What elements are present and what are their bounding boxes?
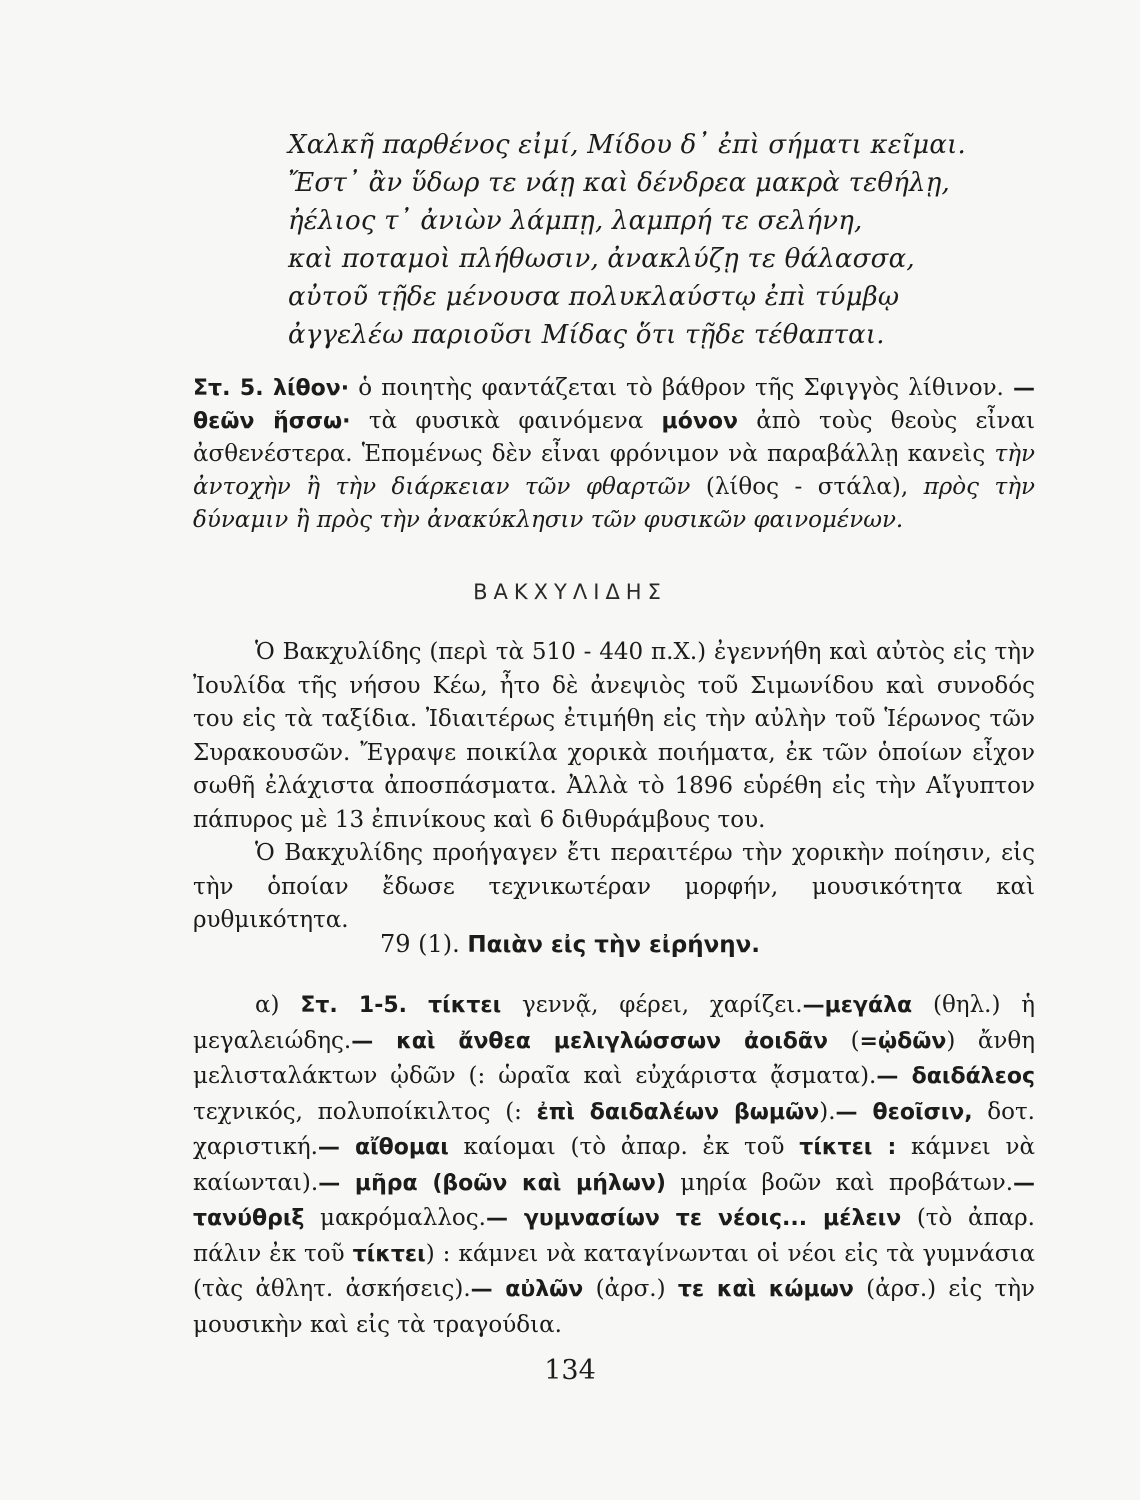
note-text: ( (828, 1027, 860, 1054)
note-text: ) ἄνθη μελισταλάκτων ᾠδῶν (: ὡραῖα καὶ εὐχάριστα ᾄσματα). (193, 1027, 1035, 1089)
page-number: 134 (544, 1355, 596, 1386)
commentary-paragraph (193, 988, 1035, 1342)
poem-line: Ἔστ᾽ ἂν ὕδωρ τε νάῃ καὶ δένδρεα μακρὰ τεθήλῃ, (288, 168, 950, 198)
note-text: ὁ ποιητὴς φαντάζεται τὸ βάθρον τῆς Σφιγγὸς λίθινον. (349, 375, 1013, 401)
note-lemma: =ᾠδῶν (859, 1028, 947, 1054)
note-text: δοτ. χαριστική. (193, 1098, 1035, 1160)
note-lemma: — θεοῖσιν, (835, 1099, 973, 1125)
poem-line: Χαλκῆ παρθένος εἰμί, Μίδου δ᾽ ἐπὶ σήματι κεῖμαι. (288, 130, 966, 160)
note-lemma: τίκτει (352, 1241, 426, 1267)
note-lemma: —μεγάλα (802, 993, 913, 1018)
note-text: (θηλ.) ἡ μεγαλειώδης. (193, 992, 1035, 1054)
epigram-poem (288, 126, 1068, 354)
note-text: ) : κάμνει νὰ καταγίνωνται οἱ νέοι εἰς τὰ γυμνάσια (τὰς ἀθλητ. ἀσκήσεις). (193, 1240, 1035, 1302)
note-emphasis: μόνον (661, 409, 738, 434)
note-italic: τὴν ἀντοχὴν ἢ τὴν διάρκειαν τῶν φθαρτῶν (193, 441, 1035, 500)
bio-paragraph: Ὁ Βακχυλίδης (περὶ τὰ 510 - 440 π.Χ.) ἐγεννήθη καὶ αὐτὸς εἰς τὴν Ἰουλίδα τῆς νήσου Κέω, ἦτο δὲ ἀνεψιὸς τοῦ Σιμωνίδου καὶ συνοδός του εἰς τὰ ταξίδια. Ἰδιαιτέρως ἐτιμήθη εἰς τὴν αὐλὴν τοῦ Ἱέρωνος τῶν Συρακουσῶν. Ἔγραψε ποικίλα χορικὰ ποιήματα, ἐκ τῶν ὁποίων εἶχον σωθῆ ἐλάχιστα ἀποσπάσματα. Ἀλλὰ τὸ 1896 εὑρέθη εἰς τὴν Αἴγυπτον πάπυρος μὲ 13 ἐπινίκους καὶ 6 διθυράμβους του. (193, 639, 1035, 833)
note-text: τεχνικός, πολυποίκιλτος (: (193, 1098, 537, 1125)
note-text: (ἀρσ.) (583, 1276, 678, 1302)
section-heading: ΒΑΚΧΥΛΙΔΗΣ (473, 580, 667, 604)
poem-line: ἀγγελέω παριοῦσι Μίδας ὅτι τῇδε τέθαπται. (288, 320, 885, 350)
note-lemma: τε καὶ κώμων (677, 1277, 854, 1302)
bio-paragraph: Ὁ Βακχυλίδης προήγαγεν ἔτι περαιτέρω τὴν χορικὴν ποίησιν, εἰς τὴν ὁποίαν ἔδωσε τεχνικωτέραν μορφήν, μουσικότητα καὶ ρυθμικότητα. (193, 840, 1035, 933)
note-lemma: — καὶ ἄνθεα μελιγλώσσων ἀοιδᾶν (351, 1028, 829, 1054)
note-text: (τὸ ἀπαρ. πάλιν ἐκ τοῦ (193, 1205, 1035, 1267)
note-italic: πρὸς τὴν δύναμιν ἢ πρὸς τὴν ἀνακύκλησιν τῶν φυσικῶν φαινομένων. (193, 474, 1035, 533)
note-text: κάμνει νὰ καίωνται). (193, 1134, 1036, 1196)
note-lemma: — δαιδάλεος (876, 1064, 1036, 1089)
note-lemma: Στ. 5. λίθον· (193, 376, 350, 401)
note-text: καίομαι (τὸ ἀπαρ. ἐκ τοῦ (448, 1134, 800, 1160)
note-lemma: Στ. 1-5. τίκτει (300, 993, 502, 1018)
note-text: ἀπὸ τοὺς θεοὺς εἶναι ἀσθενέστερα. Ἑπομένως δὲν εἶναι φρόνιμον νὰ παραβάλλῃ κανεὶς (193, 408, 1035, 467)
note-lemma: — γυμνασίων τε νέοις... μέλειν (485, 1206, 902, 1231)
note-lemma: — τανύθριξ (193, 1170, 1036, 1231)
note-lemma: —θεῶν ἥσσω· (193, 376, 1035, 434)
author-biography (193, 636, 1035, 938)
ode-name: Παιὰν εἰς τὴν εἰρήνην. (467, 932, 761, 958)
ode-title (0, 930, 1140, 958)
poem-line: αὐτοῦ τῇδε μένουσα πολυκλαύστῳ ἐπὶ τύμβῳ (288, 282, 900, 312)
poem-line: καὶ ποταμοὶ πλήθωσιν, ἀνακλύζῃ τε θάλασσα, (288, 244, 915, 274)
note-text: (ἀρσ.) εἰς τὴν μουσικὴν καὶ εἰς τὰ τραγούδια. (193, 1276, 1035, 1338)
note-lemma: τίκτει : (799, 1135, 897, 1160)
note-lemma: — αὐλῶν (470, 1277, 584, 1302)
note-label: α) (255, 992, 301, 1018)
commentary-note (193, 372, 1035, 537)
poem-line: ἠέλιος τ᾽ ἀνιὼν λάμπῃ, λαμπρή τε σελήνη, (288, 206, 863, 236)
note-lemma: — μῆρα (βοῶν καὶ μήλων) (318, 1170, 666, 1196)
note-text: (λίθος - στάλα), (690, 474, 924, 500)
note-text: τὰ φυσικὰ φαινόμενα (350, 408, 662, 434)
ode-commentary (193, 988, 1035, 1342)
note-lemma: — αἴθομαι (317, 1135, 449, 1160)
note-text: γεννᾷ, φέρει, χαρίζει. (501, 992, 803, 1018)
note-text: μηρία βοῶν καὶ προβάτων. (665, 1169, 1014, 1196)
note-text: ). (819, 1098, 836, 1125)
note-text: μακρόμαλλος. (304, 1205, 486, 1231)
ode-number: 79 (1). (379, 930, 460, 958)
note-lemma: ἐπὶ δαιδαλέων βωμῶν (536, 1099, 820, 1125)
